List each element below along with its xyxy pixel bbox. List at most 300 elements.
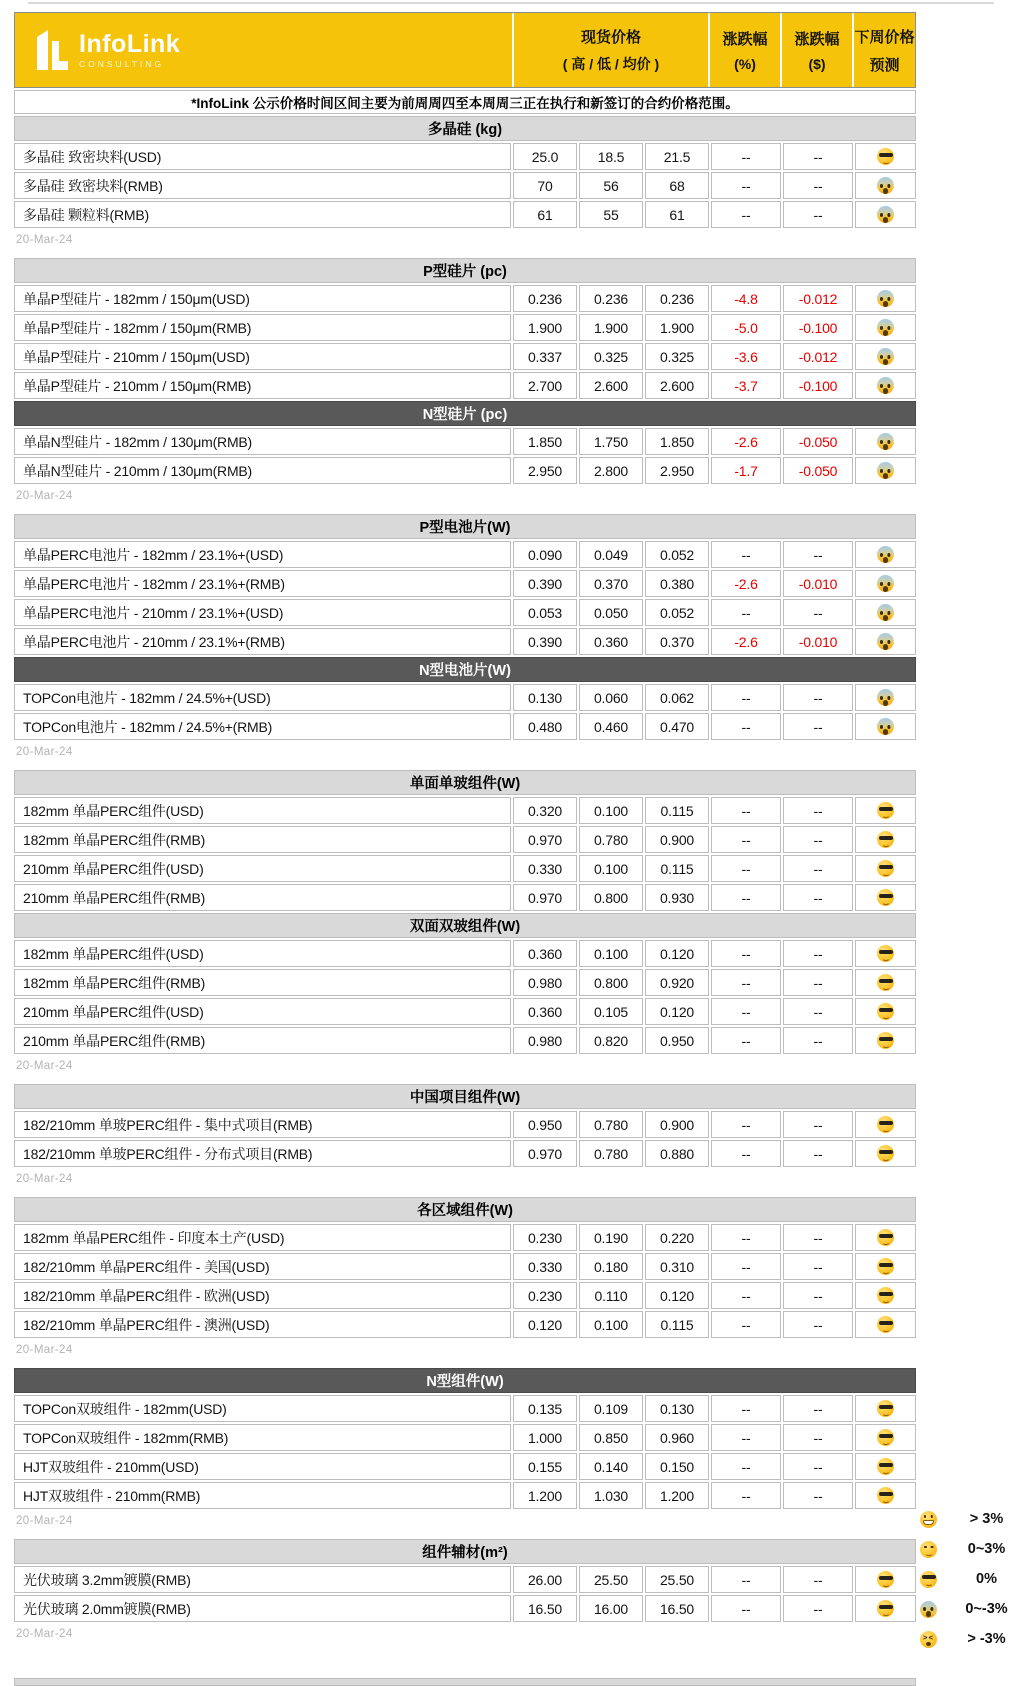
change-usd-cell: -0.100 — [783, 314, 853, 341]
spot-price-subtitle: ( 高 / 低 / 均价 ) — [562, 56, 660, 72]
change-pct-cell: -- — [711, 541, 781, 568]
infolink-logo-icon — [33, 29, 69, 71]
cool-emoji — [877, 1316, 894, 1333]
section-header: 组件辅材(m²) — [14, 1539, 916, 1564]
forecast-cell — [855, 1424, 916, 1451]
price-high-cell: 0.390 — [513, 570, 577, 597]
change-pct-cell: -- — [711, 599, 781, 626]
product-name-cell: 182/210mm 单晶PERC组件 - 美国(USD) — [14, 1253, 511, 1280]
scream-emoji — [877, 319, 894, 336]
price-low-cell: 1.750 — [579, 428, 643, 455]
section-header: 各区域组件(W) — [14, 1197, 916, 1222]
infolink-logo — [15, 13, 512, 87]
product-name-cell: 182mm 单晶PERC组件(RMB) — [14, 826, 511, 853]
table-row — [14, 314, 916, 341]
change-pct-cell: -- — [711, 1224, 781, 1251]
price-block — [14, 116, 916, 228]
cool-emoji — [877, 1287, 894, 1304]
change-usd-cell: -- — [783, 713, 853, 740]
section-header: N型组件(W) — [14, 1368, 916, 1393]
table-row — [14, 372, 916, 399]
price-high-cell: 0.390 — [513, 628, 577, 655]
change-pct-cell: -5.0 — [711, 314, 781, 341]
change-usd-cell: -- — [783, 684, 853, 711]
forecast-column-header — [854, 13, 915, 87]
scream-emoji — [877, 546, 894, 563]
price-high-cell: 0.155 — [513, 1453, 577, 1480]
cool-emoji — [877, 1032, 894, 1049]
forecast-cell — [855, 1595, 916, 1622]
forecast-cell — [855, 1027, 916, 1054]
top-divider — [28, 2, 994, 4]
price-high-cell: 0.090 — [513, 541, 577, 568]
price-low-cell: 0.360 — [579, 628, 643, 655]
change-usd-unit: ($) — [808, 56, 826, 72]
scream-emoji — [877, 462, 894, 479]
table-row — [14, 285, 916, 312]
product-name-cell: 182mm 单晶PERC组件(USD) — [14, 940, 511, 967]
change-pct-cell: -3.6 — [711, 343, 781, 370]
forecast-cell — [855, 1395, 916, 1422]
price-block — [14, 1539, 916, 1622]
change-usd-cell: -0.012 — [783, 343, 853, 370]
legend-item — [920, 1564, 1024, 1594]
price-date: 20-Mar-24 — [16, 1515, 73, 1527]
change-pct-cell: -- — [711, 940, 781, 967]
scream-emoji — [877, 604, 894, 621]
product-name-cell: TOPCon双玻组件 - 182mm(USD) — [14, 1395, 511, 1422]
product-name-cell: TOPCon双玻组件 - 182mm(RMB) — [14, 1424, 511, 1451]
change-pct-cell: -- — [711, 1140, 781, 1167]
change-pct-cell: -2.6 — [711, 628, 781, 655]
change-pct-cell: -- — [711, 826, 781, 853]
cool-emoji — [877, 1116, 894, 1133]
price-high-cell: 1.000 — [513, 1424, 577, 1451]
change-pct-cell: -- — [711, 713, 781, 740]
product-name-cell: 单晶PERC电池片 - 210mm / 23.1%+(USD) — [14, 599, 511, 626]
forecast-cell — [855, 884, 916, 911]
table-row — [14, 797, 916, 824]
product-name-cell: 182mm 单晶PERC组件 - 印度本土产(USD) — [14, 1224, 511, 1251]
cool-emoji — [877, 1145, 894, 1162]
price-low-cell: 0.049 — [579, 541, 643, 568]
price-high-cell: 0.360 — [513, 998, 577, 1025]
price-low-cell: 2.800 — [579, 457, 643, 484]
change-usd-cell: -0.100 — [783, 372, 853, 399]
price-high-cell: 1.200 — [513, 1482, 577, 1509]
price-high-cell: 2.700 — [513, 372, 577, 399]
forecast-legend — [920, 1504, 1024, 1654]
product-name-cell: 单晶P型硅片 - 182mm / 150μm(RMB) — [14, 314, 511, 341]
product-name-cell: 182mm 单晶PERC组件(RMB) — [14, 969, 511, 996]
price-avg-cell: 0.052 — [645, 599, 709, 626]
spot-price-title: 现货价格 — [580, 29, 641, 46]
price-low-cell: 0.780 — [579, 826, 643, 853]
price-high-cell: 0.480 — [513, 713, 577, 740]
forecast-cell — [855, 1140, 916, 1167]
table-row — [14, 1253, 916, 1280]
change-usd-cell: -0.050 — [783, 457, 853, 484]
price-low-cell: 1.030 — [579, 1482, 643, 1509]
change-pct-cell: -4.8 — [711, 285, 781, 312]
forecast-cell — [855, 172, 916, 199]
change-usd-cell: -- — [783, 201, 853, 228]
forecast-cell — [855, 570, 916, 597]
price-avg-cell: 0.470 — [645, 713, 709, 740]
legend-scream-emoji — [920, 1601, 937, 1618]
table-row — [14, 541, 916, 568]
change-pct-cell: -2.6 — [711, 570, 781, 597]
cool-emoji — [877, 1429, 894, 1446]
price-date: 20-Mar-24 — [16, 1628, 73, 1640]
price-block — [14, 770, 916, 1054]
price-avg-cell: 0.930 — [645, 884, 709, 911]
price-low-cell: 0.109 — [579, 1395, 643, 1422]
table-row — [14, 713, 916, 740]
price-avg-cell: 1.900 — [645, 314, 709, 341]
table-row — [14, 940, 916, 967]
price-block — [14, 1197, 916, 1338]
price-low-cell: 0.100 — [579, 797, 643, 824]
price-avg-cell: 61 — [645, 201, 709, 228]
change-usd-cell: -- — [783, 143, 853, 170]
legend-item — [920, 1594, 1024, 1624]
change-pct-cell: -- — [711, 1453, 781, 1480]
table-row — [14, 855, 916, 882]
forecast-cell — [855, 1224, 916, 1251]
change-pct-cell: -- — [711, 797, 781, 824]
product-name-cell: 210mm 单晶PERC组件(USD) — [14, 998, 511, 1025]
forecast-cell — [855, 1311, 916, 1338]
price-low-cell: 0.190 — [579, 1224, 643, 1251]
table-row — [14, 884, 916, 911]
product-name-cell: 单晶P型硅片 - 210mm / 150μm(USD) — [14, 343, 511, 370]
change-usd-cell: -- — [783, 1027, 853, 1054]
table-row — [14, 684, 916, 711]
change-usd-cell: -0.010 — [783, 628, 853, 655]
price-low-cell: 25.50 — [579, 1566, 643, 1593]
change-usd-cell: -- — [783, 1140, 853, 1167]
price-high-cell: 0.360 — [513, 940, 577, 967]
change-usd-cell: -- — [783, 1453, 853, 1480]
price-avg-cell: 68 — [645, 172, 709, 199]
product-name-cell: 单晶PERC电池片 - 182mm / 23.1%+(USD) — [14, 541, 511, 568]
price-avg-cell: 0.220 — [645, 1224, 709, 1251]
forecast-title: 下周价格 — [854, 28, 915, 46]
price-high-cell: 0.337 — [513, 343, 577, 370]
change-pct-cell: -- — [711, 855, 781, 882]
forecast-cell — [855, 314, 916, 341]
table-row — [14, 599, 916, 626]
product-name-cell: 182/210mm 单晶PERC组件 - 澳洲(USD) — [14, 1311, 511, 1338]
product-name-cell: 单晶P型硅片 - 182mm / 150μm(USD) — [14, 285, 511, 312]
change-usd-cell: -- — [783, 1111, 853, 1138]
forecast-cell — [855, 599, 916, 626]
forecast-cell — [855, 826, 916, 853]
price-low-cell: 0.820 — [579, 1027, 643, 1054]
price-low-cell: 0.325 — [579, 343, 643, 370]
table-row — [14, 1224, 916, 1251]
price-high-cell: 0.970 — [513, 884, 577, 911]
table-row — [14, 1595, 916, 1622]
price-low-cell: 0.800 — [579, 884, 643, 911]
price-high-cell: 0.330 — [513, 855, 577, 882]
cool-emoji — [877, 860, 894, 877]
section-header: 单面单玻组件(W) — [14, 770, 916, 795]
price-high-cell: 1.900 — [513, 314, 577, 341]
table-blocks — [14, 116, 916, 1641]
change-pct-cell: -- — [711, 1282, 781, 1309]
product-name-cell: 210mm 单晶PERC组件(RMB) — [14, 884, 511, 911]
price-avg-cell: 0.236 — [645, 285, 709, 312]
price-avg-cell: 0.150 — [645, 1453, 709, 1480]
section-header: 多晶硅 (kg) — [14, 116, 916, 141]
price-high-cell: 70 — [513, 172, 577, 199]
price-high-cell: 16.50 — [513, 1595, 577, 1622]
logo-subtitle: CONSULTING — [79, 59, 165, 69]
change-usd-cell: -- — [783, 1424, 853, 1451]
product-name-cell: 单晶PERC电池片 - 182mm / 23.1%+(RMB) — [14, 570, 511, 597]
change-usd-cell: -- — [783, 969, 853, 996]
legend-item — [920, 1504, 1024, 1534]
product-name-cell: HJT双玻组件 - 210mm(RMB) — [14, 1482, 511, 1509]
forecast-cell — [855, 428, 916, 455]
product-name-cell: 多晶硅 颗粒料(RMB) — [14, 201, 511, 228]
price-avg-cell: 0.052 — [645, 541, 709, 568]
price-high-cell: 25.0 — [513, 143, 577, 170]
cool-emoji — [877, 889, 894, 906]
table-row — [14, 1282, 916, 1309]
change-usd-cell: -- — [783, 998, 853, 1025]
change-usd-cell: -- — [783, 1282, 853, 1309]
table-row — [14, 969, 916, 996]
table-row — [14, 1424, 916, 1451]
change-usd-cell: -0.010 — [783, 570, 853, 597]
price-low-cell: 0.780 — [579, 1140, 643, 1167]
product-name-cell: 多晶硅 致密块料(RMB) — [14, 172, 511, 199]
product-name-cell: 182/210mm 单玻PERC组件 - 集中式项目(RMB) — [14, 1111, 511, 1138]
product-name-cell: HJT双玻组件 - 210mm(USD) — [14, 1453, 511, 1480]
product-name-cell: TOPCon电池片 - 182mm / 24.5%+(USD) — [14, 684, 511, 711]
price-low-cell: 0.180 — [579, 1253, 643, 1280]
table-row — [14, 628, 916, 655]
price-low-cell: 0.050 — [579, 599, 643, 626]
price-low-cell: 55 — [579, 201, 643, 228]
scream-emoji — [877, 718, 894, 735]
forecast-cell — [855, 969, 916, 996]
price-avg-cell: 1.200 — [645, 1482, 709, 1509]
change-usd-cell: -- — [783, 1566, 853, 1593]
price-avg-cell: 0.380 — [645, 570, 709, 597]
price-low-cell: 0.800 — [579, 969, 643, 996]
price-block — [14, 258, 916, 484]
price-date: 20-Mar-24 — [16, 1060, 73, 1072]
change-usd-cell: -- — [783, 940, 853, 967]
price-low-cell: 0.850 — [579, 1424, 643, 1451]
price-high-cell: 0.330 — [513, 1253, 577, 1280]
price-low-cell: 0.100 — [579, 855, 643, 882]
price-avg-cell: 0.120 — [645, 998, 709, 1025]
forecast-cell — [855, 143, 916, 170]
change-pct-cell: -- — [711, 1566, 781, 1593]
change-pct-unit: (%) — [734, 56, 756, 72]
cool-emoji — [877, 831, 894, 848]
price-avg-cell: 0.062 — [645, 684, 709, 711]
change-usd-cell: -- — [783, 541, 853, 568]
price-low-cell: 16.00 — [579, 1595, 643, 1622]
forecast-cell — [855, 998, 916, 1025]
forecast-cell — [855, 343, 916, 370]
change-pct-cell: -- — [711, 172, 781, 199]
change-pct-cell: -2.6 — [711, 428, 781, 455]
price-report-table — [14, 12, 916, 1652]
table-row — [14, 1140, 916, 1167]
spot-price-column-header — [514, 13, 708, 87]
price-avg-cell: 0.880 — [645, 1140, 709, 1167]
forecast-cell — [855, 1482, 916, 1509]
legend-label: > -3% — [967, 1631, 1006, 1647]
cool-emoji — [877, 1003, 894, 1020]
price-date: 20-Mar-24 — [16, 490, 73, 502]
product-name-cell: 单晶N型硅片 - 182mm / 130μm(RMB) — [14, 428, 511, 455]
change-usd-cell: -- — [783, 172, 853, 199]
price-high-cell: 61 — [513, 201, 577, 228]
forecast-cell — [855, 457, 916, 484]
forecast-cell — [855, 1282, 916, 1309]
price-high-cell: 0.230 — [513, 1282, 577, 1309]
price-low-cell: 0.140 — [579, 1453, 643, 1480]
price-avg-cell: 16.50 — [645, 1595, 709, 1622]
change-pct-cell: -- — [711, 1482, 781, 1509]
price-high-cell: 0.120 — [513, 1311, 577, 1338]
change-usd-cell: -- — [783, 1253, 853, 1280]
change-pct-column-header — [710, 13, 780, 87]
price-low-cell: 0.060 — [579, 684, 643, 711]
forecast-cell — [855, 372, 916, 399]
table-row — [14, 998, 916, 1025]
product-name-cell: 182/210mm 单玻PERC组件 - 分布式项目(RMB) — [14, 1140, 511, 1167]
legend-label: > 3% — [969, 1511, 1004, 1527]
change-usd-cell: -0.012 — [783, 285, 853, 312]
price-high-cell: 0.320 — [513, 797, 577, 824]
forecast-cell — [855, 285, 916, 312]
table-row — [14, 1566, 916, 1593]
change-pct-cell: -- — [711, 1027, 781, 1054]
price-high-cell: 0.980 — [513, 969, 577, 996]
cool-emoji — [877, 1458, 894, 1475]
table-row — [14, 570, 916, 597]
change-usd-cell: -- — [783, 1311, 853, 1338]
price-low-cell: 2.600 — [579, 372, 643, 399]
change-pct-cell: -- — [711, 684, 781, 711]
price-high-cell: 0.053 — [513, 599, 577, 626]
change-pct-cell: -- — [711, 1424, 781, 1451]
price-avg-cell: 0.120 — [645, 940, 709, 967]
product-name-cell: 多晶硅 致密块料(USD) — [14, 143, 511, 170]
section-header: 中国项目组件(W) — [14, 1084, 916, 1109]
price-avg-cell: 0.900 — [645, 826, 709, 853]
price-avg-cell: 0.115 — [645, 1311, 709, 1338]
price-avg-cell: 25.50 — [645, 1566, 709, 1593]
price-low-cell: 0.460 — [579, 713, 643, 740]
legend-item — [920, 1534, 1024, 1564]
legend-label: 0% — [976, 1571, 997, 1587]
scream-emoji — [877, 689, 894, 706]
forecast-cell — [855, 1566, 916, 1593]
legend-smile-emoji — [920, 1541, 937, 1558]
forecast-cell — [855, 628, 916, 655]
price-date: 20-Mar-24 — [16, 1344, 73, 1356]
section-header: N型硅片 (pc) — [14, 401, 916, 426]
price-low-cell: 56 — [579, 172, 643, 199]
price-high-cell: 0.236 — [513, 285, 577, 312]
legend-item — [920, 1624, 1024, 1654]
price-avg-cell: 0.900 — [645, 1111, 709, 1138]
price-low-cell: 0.780 — [579, 1111, 643, 1138]
product-name-cell: 单晶N型硅片 - 210mm / 130μm(RMB) — [14, 457, 511, 484]
price-date: 20-Mar-24 — [16, 746, 73, 758]
scream-emoji — [877, 377, 894, 394]
price-avg-cell: 1.850 — [645, 428, 709, 455]
change-usd-cell: -- — [783, 1595, 853, 1622]
forecast-cell — [855, 684, 916, 711]
price-date: 20-Mar-24 — [16, 234, 73, 246]
price-avg-cell: 0.370 — [645, 628, 709, 655]
forecast-cell — [855, 797, 916, 824]
price-high-cell: 0.135 — [513, 1395, 577, 1422]
table-row — [14, 1482, 916, 1509]
table-row — [14, 1453, 916, 1480]
legend-grin-emoji — [920, 1511, 937, 1528]
cool-emoji — [877, 1400, 894, 1417]
forecast-cell — [855, 541, 916, 568]
price-high-cell: 0.970 — [513, 826, 577, 853]
price-avg-cell: 0.115 — [645, 797, 709, 824]
cool-emoji — [877, 1229, 894, 1246]
price-avg-cell: 0.960 — [645, 1424, 709, 1451]
legend-weary-emoji — [920, 1631, 937, 1648]
change-pct-cell: -- — [711, 1595, 781, 1622]
price-high-cell: 26.00 — [513, 1566, 577, 1593]
scream-emoji — [877, 290, 894, 307]
price-high-cell: 0.130 — [513, 684, 577, 711]
table-row — [14, 428, 916, 455]
change-usd-cell: -0.050 — [783, 428, 853, 455]
price-high-cell: 2.950 — [513, 457, 577, 484]
price-avg-cell: 21.5 — [645, 143, 709, 170]
price-high-cell: 0.980 — [513, 1027, 577, 1054]
forecast-cell — [855, 855, 916, 882]
legend-cool-emoji — [920, 1571, 937, 1588]
cool-emoji — [877, 945, 894, 962]
price-avg-cell: 2.600 — [645, 372, 709, 399]
price-low-cell: 0.100 — [579, 940, 643, 967]
cool-emoji — [877, 1600, 894, 1617]
change-usd-cell: -- — [783, 599, 853, 626]
price-disclaimer-note: *InfoLink 公示价格时间区间主要为前周周四至本周周三正在执行和新签订的合约价格范围。 — [14, 90, 916, 114]
product-name-cell: 光伏玻璃 2.0mm镀膜(RMB) — [14, 1595, 511, 1622]
price-low-cell: 1.900 — [579, 314, 643, 341]
table-row — [14, 143, 916, 170]
product-name-cell: TOPCon电池片 - 182mm / 24.5%+(RMB) — [14, 713, 511, 740]
price-high-cell: 1.850 — [513, 428, 577, 455]
change-pct-cell: -1.7 — [711, 457, 781, 484]
change-pct-cell: -- — [711, 1311, 781, 1338]
change-usd-title: 涨跌幅 — [794, 31, 840, 48]
scream-emoji — [877, 575, 894, 592]
change-pct-cell: -- — [711, 969, 781, 996]
change-usd-cell: -- — [783, 797, 853, 824]
